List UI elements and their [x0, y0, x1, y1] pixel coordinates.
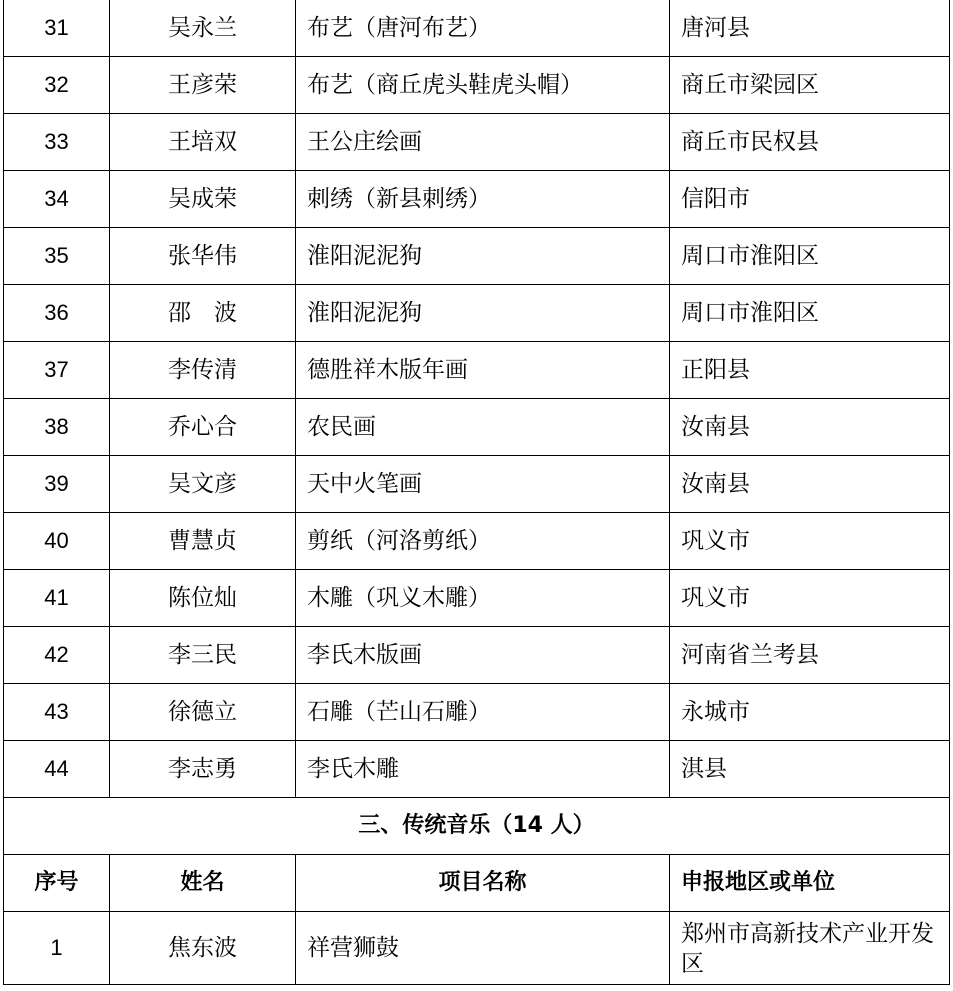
row-project: 李氏木版画: [296, 627, 670, 684]
row-number: 32: [4, 57, 110, 114]
row-project: 木雕（巩义木雕）: [296, 570, 670, 627]
table-row: [4, 342, 950, 399]
row-project: 天中火笔画: [296, 456, 670, 513]
table-row: [4, 513, 950, 570]
row-number: 31: [4, 0, 110, 57]
table-row: [4, 456, 950, 513]
row-area: 汝南县: [670, 399, 950, 456]
row-area: 信阳市: [670, 171, 950, 228]
row-project: 淮阳泥泥狗: [296, 285, 670, 342]
inheritor-table: [3, 0, 950, 985]
row-project: 剪纸（河洛剪纸）: [296, 513, 670, 570]
header-name: 姓名: [110, 855, 296, 912]
row-project: 农民画: [296, 399, 670, 456]
row-area: 汝南县: [670, 456, 950, 513]
table-row: [4, 912, 950, 985]
row-name: 乔心合: [110, 399, 296, 456]
row-project: 布艺（唐河布艺）: [296, 0, 670, 57]
row-area: 河南省兰考县: [670, 627, 950, 684]
row-area: 商丘市梁园区: [670, 57, 950, 114]
row-name: 焦东波: [110, 912, 296, 985]
row-number: 41: [4, 570, 110, 627]
row-number: 40: [4, 513, 110, 570]
row-number: 37: [4, 342, 110, 399]
row-area: 正阳县: [670, 342, 950, 399]
row-name: 张华伟: [110, 228, 296, 285]
row-name: 吴文彦: [110, 456, 296, 513]
row-project: 布艺（商丘虎头鞋虎头帽）: [296, 57, 670, 114]
section-title: 三、传统音乐（14 人）: [4, 798, 950, 855]
row-number: 39: [4, 456, 110, 513]
row-name: 王培双: [110, 114, 296, 171]
row-number: 36: [4, 285, 110, 342]
section-row: [4, 798, 950, 855]
table-row: [4, 57, 950, 114]
row-project: 德胜祥木版年画: [296, 342, 670, 399]
table-row: [4, 114, 950, 171]
row-project: 淮阳泥泥狗: [296, 228, 670, 285]
table-row: [4, 627, 950, 684]
row-area: 周口市淮阳区: [670, 285, 950, 342]
row-area: 周口市淮阳区: [670, 228, 950, 285]
row-area: 巩义市: [670, 570, 950, 627]
row-area: 巩义市: [670, 513, 950, 570]
row-project: 祥营狮鼓: [296, 912, 670, 985]
row-number: 33: [4, 114, 110, 171]
row-number: 1: [4, 912, 110, 985]
row-project: 王公庄绘画: [296, 114, 670, 171]
row-number: 44: [4, 741, 110, 798]
row-name: 吴永兰: [110, 0, 296, 57]
row-area: 唐河县: [670, 0, 950, 57]
row-name: 李传清: [110, 342, 296, 399]
row-project: 刺绣（新县刺绣）: [296, 171, 670, 228]
row-name: 曹慧贞: [110, 513, 296, 570]
row-name: 李三民: [110, 627, 296, 684]
row-area: 商丘市民权县: [670, 114, 950, 171]
row-number: 35: [4, 228, 110, 285]
row-number: 38: [4, 399, 110, 456]
row-project: 石雕（芒山石雕）: [296, 684, 670, 741]
row-number: 34: [4, 171, 110, 228]
row-name: 邵 波: [110, 285, 296, 342]
table-row: [4, 570, 950, 627]
row-name: 徐德立: [110, 684, 296, 741]
table-row: [4, 684, 950, 741]
table-row: [4, 285, 950, 342]
row-name: 李志勇: [110, 741, 296, 798]
row-area: 永城市: [670, 684, 950, 741]
row-area: 郑州市高新技术产业开发区: [670, 912, 950, 985]
row-name: 王彦荣: [110, 57, 296, 114]
table-row: [4, 741, 950, 798]
row-number: 42: [4, 627, 110, 684]
row-name: 陈位灿: [110, 570, 296, 627]
row-number: 43: [4, 684, 110, 741]
header-area: 申报地区或单位: [670, 855, 950, 912]
table-row: [4, 171, 950, 228]
table-row: [4, 0, 950, 57]
header-project: 项目名称: [296, 855, 670, 912]
row-name: 吴成荣: [110, 171, 296, 228]
row-project: 李氏木雕: [296, 741, 670, 798]
header-row: [4, 855, 950, 912]
row-area: 淇县: [670, 741, 950, 798]
table-row: [4, 228, 950, 285]
header-number: 序号: [4, 855, 110, 912]
table-row: [4, 399, 950, 456]
table-body: [4, 0, 950, 985]
